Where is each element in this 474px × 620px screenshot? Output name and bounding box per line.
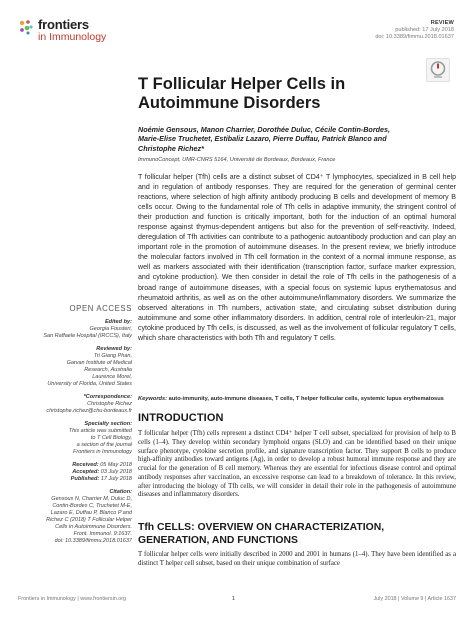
page-number: 1: [232, 596, 235, 602]
reviewer-line: Research, Australia: [84, 367, 132, 373]
title-line-2: Autoimmune Disorders: [138, 94, 321, 112]
accepted-value: 03 July 2018: [100, 469, 132, 475]
citation-line: Gensous N, Charrier M, Duluc D,: [51, 496, 132, 502]
corresponding-email-link[interactable]: christophe.richez@chu-bordeaux.fr: [46, 408, 132, 414]
article-meta: [375, 20, 454, 42]
section-heading-tfh: Tfh CELLS: OVERVIEW ON CHARACTERIZATION, GENERATION, AND FUNCTIONS: [138, 522, 385, 546]
dates: [18, 462, 132, 483]
reviewed-label: Reviewed by:: [96, 346, 132, 352]
reviewer-line: University of Florida, United States: [47, 381, 132, 387]
affiliation: ImmunoConcept, UMR-CNRS 5164, Université de Bordeaux, Bordeaux, France: [138, 157, 336, 163]
introduction-text: T follicular helper (Tfh) cells represent a distinct CD4⁺ helper T cell subset, specialized for provision of help to B cells (1–4). They develop within secondary lymphoid organs (SLO) and can be identified based on their unique surface phenotype, cytokine secretion profile, and signature transcription factor. They support B cells to produce high-affinity antibodies toward antigens (Ag), in order to develop a robust humoral immune response and they are crucial for the generation of B cell memory. Whereas they are essential for infectious disease control and optimal antibody responses after vaccination, an excessive response can lead to a breakdown of tolerance. In this review, after introducing the biology of Tfh cells, we will consider in detail their role in the pathogenesis of autoimmune diseases and inflammatory disorders.: [138, 430, 456, 499]
correspondence-label: *Correspondence:: [83, 394, 132, 400]
citation-line: Lazaro E, Duffau P, Blanco P and: [50, 510, 132, 516]
specialty-line: a section of the journal: [76, 442, 132, 448]
citation-doi-link[interactable]: doi: 10.3389/fimmu.2018.01637: [54, 538, 132, 544]
specialty-section: [18, 421, 132, 456]
keywords-list: auto-immunity, auto-immune diseases, T cells, T helper follicular cells, systemic lupus erythematosus: [167, 396, 444, 402]
published-value: 17 July 2018: [100, 476, 132, 482]
frontiers-logo[interactable]: [18, 18, 106, 43]
specialty-line: This article was submitted: [68, 428, 132, 434]
published-date-sidebar: [18, 476, 132, 483]
specialty-label: Specialty section:: [84, 421, 132, 427]
accepted-label: Accepted:: [72, 469, 100, 475]
citation-label: Citation:: [109, 489, 132, 495]
footer-journal-link[interactable]: Frontiers in Immunology | www.frontiersin.org: [18, 596, 127, 602]
citation-line: Cells in Autoimmune Disorders.: [55, 524, 132, 530]
edited-by: [18, 319, 132, 340]
open-access-label: OPEN ACCESS: [69, 304, 132, 313]
citation-line: Richez C (2018) T Follicular Helper: [46, 517, 132, 523]
published-label: Published:: [70, 476, 100, 482]
article-title: [138, 75, 438, 113]
logo-brand: frontiers: [38, 17, 89, 32]
published-date: published: 17 July 2018: [395, 27, 454, 34]
editor-line[interactable]: Georgia Fousteri,: [89, 326, 132, 332]
authors-line-1: Noémie Gensous, Manon Charrier, Dorothée Duluc, Cécile Contin-Bordes,: [138, 125, 391, 134]
abstract: T follicular helper (Tfh) cells are a distinct subset of CD4⁺ T lymphocytes, specialized in B cell help and in regulation of antibody responses. They are required for the generation of germinal center reactions, where selection of high affinity antibody producing B cells and development of memory B cells occur. Owing to the fundamental role of Tfh cells in adaptive immunity, the stringent control of their production and function is critically important, both for the induction of an optimal humoral response against thymus-dependent antigens but also for the prevention of self-reactivity. Indeed, deregulation of Tfh activities can contribute to a pathogenic autoantibody production and can play an important role in the promotion of autoimmune diseases. In the present review, we briefly introduce the molecular factors involved in Tfh cell formation in the context of a normal immune response, as well as markers associated with their identification (transcription factor, surface marker expression, and cytokine production). We then consider in detail the role of Tfh cells in the pathogenesis of a broad range of autoimmune diseases, with a special focus on systemic lupus erythematosus and rheumatoid arthritis, as well as on the other autoimmune/inflammatory disorders. We summarize the observed alterations in Tfh numbers, activation state, and circulating subset distribution during autoimmune and some other inflammatory disorders. In addition, central role of interleukin-21, major cytokine produced by Tfh cells, is discussed, as well as the involvement of follicular regulatory T cells, which share characteristics with both Tfh and regulatory T cells.: [138, 174, 456, 342]
keywords-label: Keywords:: [138, 396, 168, 402]
tfh-section-text: T follicular helper cells were initially described in 2000 and 2001 in humans (1–4). They have been identified as a distinct T helper cell subset, based on their unique combination of surface: [138, 551, 456, 567]
page-footer: [18, 596, 456, 606]
doi-link[interactable]: doi: 10.3389/fimmu.2018.01637: [375, 34, 454, 41]
author-list: [138, 125, 438, 153]
frontiers-logo-icon: [18, 19, 34, 35]
corresponding-author: Christophe Richez: [87, 401, 132, 407]
citation: [18, 489, 132, 545]
citation-line: Front. Immunol. 9:1637.: [73, 531, 132, 537]
received-value: 05 May 2018: [100, 462, 132, 468]
received-date: [18, 462, 132, 469]
accepted-date: [18, 469, 132, 476]
correspondence: [18, 394, 132, 415]
authors-line-3: Christophe Richez*: [138, 143, 204, 153]
edited-label: Edited by:: [104, 319, 132, 325]
article-type: REVIEW: [430, 20, 454, 26]
authors-line-2: Marie-Elise Truchetet, Estibaliz Lazaro, Pierre Duffau, Patrick Blanco and: [138, 134, 387, 144]
received-label: Received:: [72, 462, 99, 468]
keywords: [138, 396, 456, 402]
reviewer-line[interactable]: Tri Giang Phan,: [93, 353, 132, 359]
specialty-line: Frontiers in Immunology: [73, 449, 132, 455]
reviewed-by: [18, 346, 132, 388]
article-sidebar: [18, 305, 132, 551]
section-heading-introduction: INTRODUCTION: [138, 412, 224, 424]
logo-journal: in Immunology: [38, 31, 107, 43]
footer-issue-info: July 2018 | Volume 9 | Article 1637: [373, 596, 456, 602]
specialty-line: to T Cell Biology,: [90, 435, 132, 441]
reviewer-line: Garvan Institute of Medical: [66, 360, 132, 366]
citation-line: Contin-Bordes C, Truchetet M-E,: [52, 503, 132, 509]
title-line-1: T Follicular Helper Cells in: [138, 75, 346, 93]
reviewer-line[interactable]: Laurence Morel,: [92, 374, 132, 380]
editor-line: San Raffaele Hospital (IRCCS), Italy: [43, 333, 132, 339]
